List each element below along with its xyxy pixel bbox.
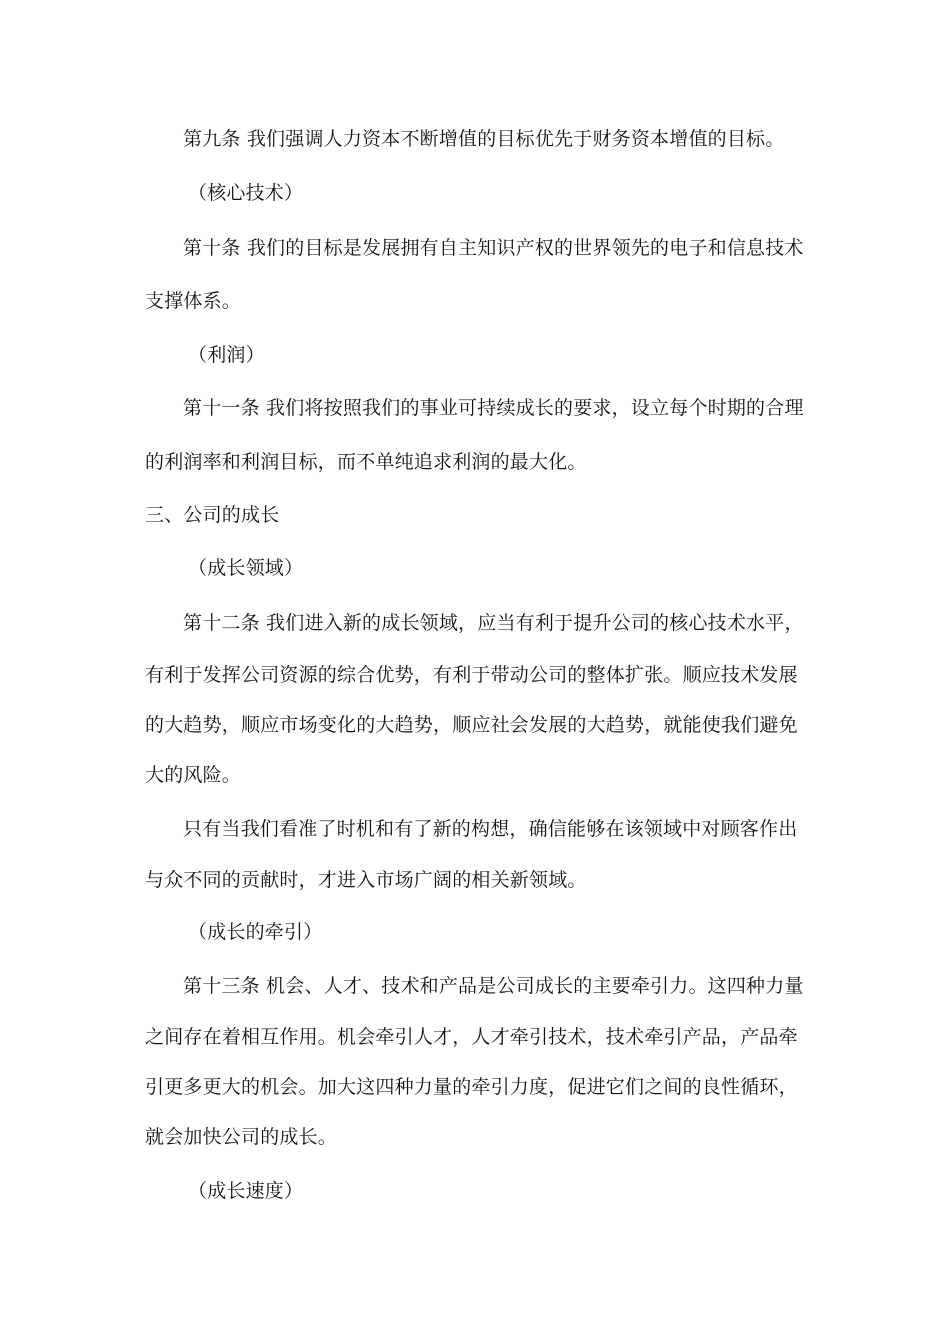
article-12-line-3: 的大趋势，顺应市场变化的大趋势，顺应社会发展的大趋势，就能使我们避免 bbox=[145, 714, 798, 736]
section-heading-profit: （利润） bbox=[188, 344, 265, 366]
article-10-line-1: 第十条 我们的目标是发展拥有自主知识产权的世界领先的电子和信息技术 bbox=[183, 237, 804, 259]
section-heading-growth-speed: （成长速度） bbox=[188, 1180, 304, 1202]
article-11-line-1: 第十一条 我们将按照我们的事业可持续成长的要求，设立每个时期的合理 bbox=[183, 397, 804, 419]
chapter-heading-company-growth: 三、公司的成长 bbox=[145, 504, 280, 526]
section-heading-growth-areas: （成长领域） bbox=[188, 557, 304, 579]
article-9-line-1: 第九条 我们强调人力资本不断增值的目标优先于财务资本增值的目标。 bbox=[183, 128, 785, 150]
paragraph-new-areas-line-2: 与众不同的贡献时，才进入市场广阔的相关新领域。 bbox=[145, 869, 587, 891]
paragraph-new-areas-line-1: 只有当我们看准了时机和有了新的构想，确信能够在该领域中对顾客作出 bbox=[183, 818, 798, 840]
article-12-line-4: 大的风险。 bbox=[145, 764, 242, 786]
article-12-line-1: 第十二条 我们进入新的成长领域，应当有利于提升公司的核心技术水平， bbox=[183, 612, 804, 634]
article-10-line-2: 支撑体系。 bbox=[145, 290, 242, 312]
article-13-line-4: 就会加快公司的成长。 bbox=[145, 1126, 338, 1148]
section-heading-core-technology: （核心技术） bbox=[188, 182, 304, 204]
article-12-line-2: 有利于发挥公司资源的综合优势，有利于带动公司的整体扩张。顺应技术发展 bbox=[145, 664, 798, 686]
article-11-line-2: 的利润率和利润目标，而不单纯追求利润的最大化。 bbox=[145, 451, 587, 473]
article-13-line-1: 第十三条 机会、人才、技术和产品是公司成长的主要牵引力。这四种力量 bbox=[183, 975, 804, 997]
article-13-line-2: 之间存在着相互作用。机会牵引人才，人才牵引技术，技术牵引产品，产品牵 bbox=[145, 1026, 798, 1048]
article-13-line-3: 引更多更大的机会。加大这四种力量的牵引力度，促进它们之间的良性循环， bbox=[145, 1076, 798, 1098]
section-heading-growth-traction: （成长的牵引） bbox=[188, 921, 323, 943]
